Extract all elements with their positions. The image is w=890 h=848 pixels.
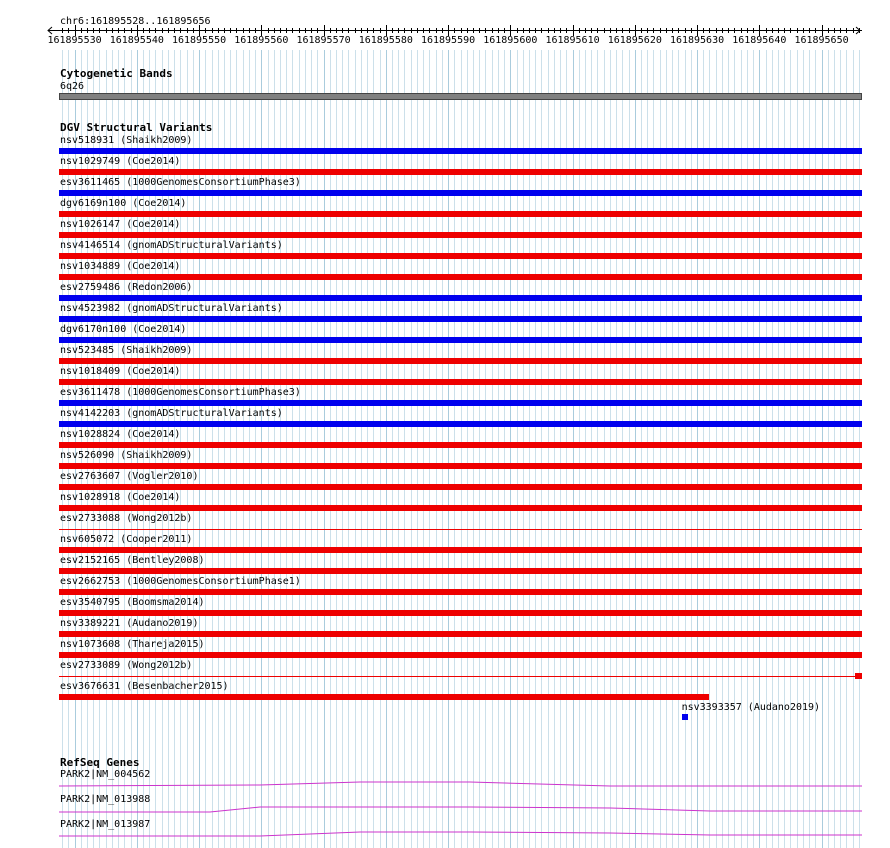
location-label: chr6:161895528..161895656 xyxy=(60,16,211,27)
refseq-gene-model xyxy=(59,807,862,812)
dgv-variant-label[interactable]: esv2733088 (Wong2012b) xyxy=(60,513,193,524)
dgv-variant-bar[interactable] xyxy=(59,568,862,574)
dgv-variant-label[interactable]: esv2759486 (Redon2006) xyxy=(60,282,193,293)
tick-labels xyxy=(0,35,890,47)
dgv-point-variant-mark[interactable] xyxy=(682,714,688,720)
ruler-tick-label: 161895600 xyxy=(483,35,538,46)
dgv-variant-end-block[interactable] xyxy=(855,673,862,679)
dgv-variant-label[interactable]: nsv1018409 (Coe2014) xyxy=(60,366,181,377)
dgv-variant-label[interactable]: nsv1073608 (Thareja2015) xyxy=(60,639,205,650)
dgv-variant-bar[interactable] xyxy=(59,652,862,658)
dgv-variant-bar[interactable] xyxy=(59,337,862,343)
dgv-variant-bar[interactable] xyxy=(59,589,862,595)
dgv-point-variant-label[interactable]: nsv3393357 (Audano2019) xyxy=(681,702,821,713)
ruler-tick-label: 161895620 xyxy=(607,35,662,46)
dgv-variant-bar[interactable] xyxy=(59,295,862,301)
ruler-tick-label: 161895640 xyxy=(732,35,787,46)
dgv-variant-label[interactable]: nsv518931 (Shaikh2009) xyxy=(60,135,193,146)
ruler-tick-label: 161895610 xyxy=(545,35,600,46)
dgv-track-title: DGV Structural Variants xyxy=(60,121,213,134)
dgv-variant-bar[interactable] xyxy=(59,358,862,364)
dgv-variant-label[interactable]: dgv6169n100 (Coe2014) xyxy=(60,198,187,209)
dgv-variant-bar[interactable] xyxy=(59,505,862,511)
dgv-variant-label[interactable]: esv3540795 (Boomsma2014) xyxy=(60,597,205,608)
refseq-gene-label[interactable]: PARK2|NM_013987 xyxy=(60,819,151,830)
dgv-variant-bar[interactable] xyxy=(59,190,862,196)
dgv-variant-bar[interactable] xyxy=(59,232,862,238)
dgv-variant-label[interactable]: esv3611478 (1000GenomesConsortiumPhase3) xyxy=(60,387,301,398)
dgv-variant-bar[interactable] xyxy=(59,421,862,427)
dgv-variant-label[interactable]: esv2763607 (Vogler2010) xyxy=(60,471,199,482)
dgv-variant-label[interactable]: nsv3389221 (Audano2019) xyxy=(60,618,199,629)
dgv-variant-bar[interactable] xyxy=(59,484,862,490)
dgv-variant-bar[interactable] xyxy=(59,253,862,259)
dgv-variant-bar[interactable] xyxy=(59,316,862,322)
dgv-variant-label[interactable]: esv3676631 (Besenbacher2015) xyxy=(60,681,229,692)
dgv-variant-label[interactable]: dgv6170n100 (Coe2014) xyxy=(60,324,187,335)
dgv-variant-label[interactable]: nsv1028918 (Coe2014) xyxy=(60,492,181,503)
dgv-variant-bar[interactable] xyxy=(59,274,862,280)
refseq-gene-label[interactable]: PARK2|NM_004562 xyxy=(60,769,151,780)
dgv-variant-bar[interactable] xyxy=(59,676,862,677)
dgv-variant-label[interactable]: esv2733089 (Wong2012b) xyxy=(60,660,193,671)
dgv-variant-bar[interactable] xyxy=(59,631,862,637)
ruler-tick-label: 161895560 xyxy=(234,35,289,46)
dgv-variant-label[interactable]: nsv1026147 (Coe2014) xyxy=(60,219,181,230)
refseq-gene-models xyxy=(0,760,890,848)
dgv-variant-bar[interactable] xyxy=(59,442,862,448)
ruler-tick-label: 161895590 xyxy=(420,35,476,46)
dgv-variant-bar[interactable] xyxy=(59,169,862,175)
refseq-gene-model xyxy=(59,782,862,786)
dgv-variant-label[interactable]: nsv4142203 (gnomADStructuralVariants) xyxy=(60,408,283,419)
dgv-variant-bar[interactable] xyxy=(59,148,862,154)
dgv-variant-label[interactable]: nsv4146514 (gnomADStructuralVariants) xyxy=(60,240,283,251)
ruler-tick-label: 161895530 xyxy=(47,35,102,46)
dgv-variant-label[interactable]: nsv605072 (Cooper2011) xyxy=(60,534,193,545)
dgv-variant-label[interactable]: nsv523485 (Shaikh2009) xyxy=(60,345,193,356)
cytoband-label[interactable]: 6q26 xyxy=(60,81,85,92)
dgv-variant-bar[interactable] xyxy=(59,694,709,700)
ruler-tick-label: 161895540 xyxy=(109,35,164,46)
dgv-variant-bar[interactable] xyxy=(59,463,862,469)
dgv-variant-label[interactable]: nsv526090 (Shaikh2009) xyxy=(60,450,193,461)
dgv-variant-bar[interactable] xyxy=(59,610,862,616)
refseq-gene-label[interactable]: PARK2|NM_013988 xyxy=(60,794,151,805)
dgv-variant-label[interactable]: nsv1028824 (Coe2014) xyxy=(60,429,181,440)
dgv-variant-bar[interactable] xyxy=(59,547,862,553)
dgv-variant-bar[interactable] xyxy=(59,379,862,385)
dgv-variant-label[interactable]: nsv1034889 (Coe2014) xyxy=(60,261,181,272)
dgv-variant-label[interactable]: esv2662753 (1000GenomesConsortiumPhase1) xyxy=(60,576,301,587)
cytoband-bar[interactable] xyxy=(59,93,862,100)
dgv-variant-bar[interactable] xyxy=(59,400,862,406)
refseq-track-title: RefSeq Genes xyxy=(60,756,140,769)
ruler-tick-label: 161895570 xyxy=(296,35,351,46)
ruler-tick-label: 161895580 xyxy=(358,35,413,46)
cytoband-track-title: Cytogenetic Bands xyxy=(60,67,173,80)
dgv-variant-bar[interactable] xyxy=(59,211,862,217)
ruler-tick-label: 161895650 xyxy=(794,35,849,46)
dgv-variant-bar[interactable] xyxy=(59,529,862,530)
refseq-gene-model xyxy=(59,832,862,836)
dgv-variant-label[interactable]: esv2152165 (Bentley2008) xyxy=(60,555,205,566)
ruler-tick-label: 161895630 xyxy=(669,35,725,46)
dgv-variant-label[interactable]: nsv1029749 (Coe2014) xyxy=(60,156,181,167)
ruler-tick-label: 161895550 xyxy=(171,35,227,46)
dgv-variant-label[interactable]: nsv4523982 (gnomADStructuralVariants) xyxy=(60,303,283,314)
dgv-variant-label[interactable]: esv3611465 (1000GenomesConsortiumPhase3) xyxy=(60,177,301,188)
